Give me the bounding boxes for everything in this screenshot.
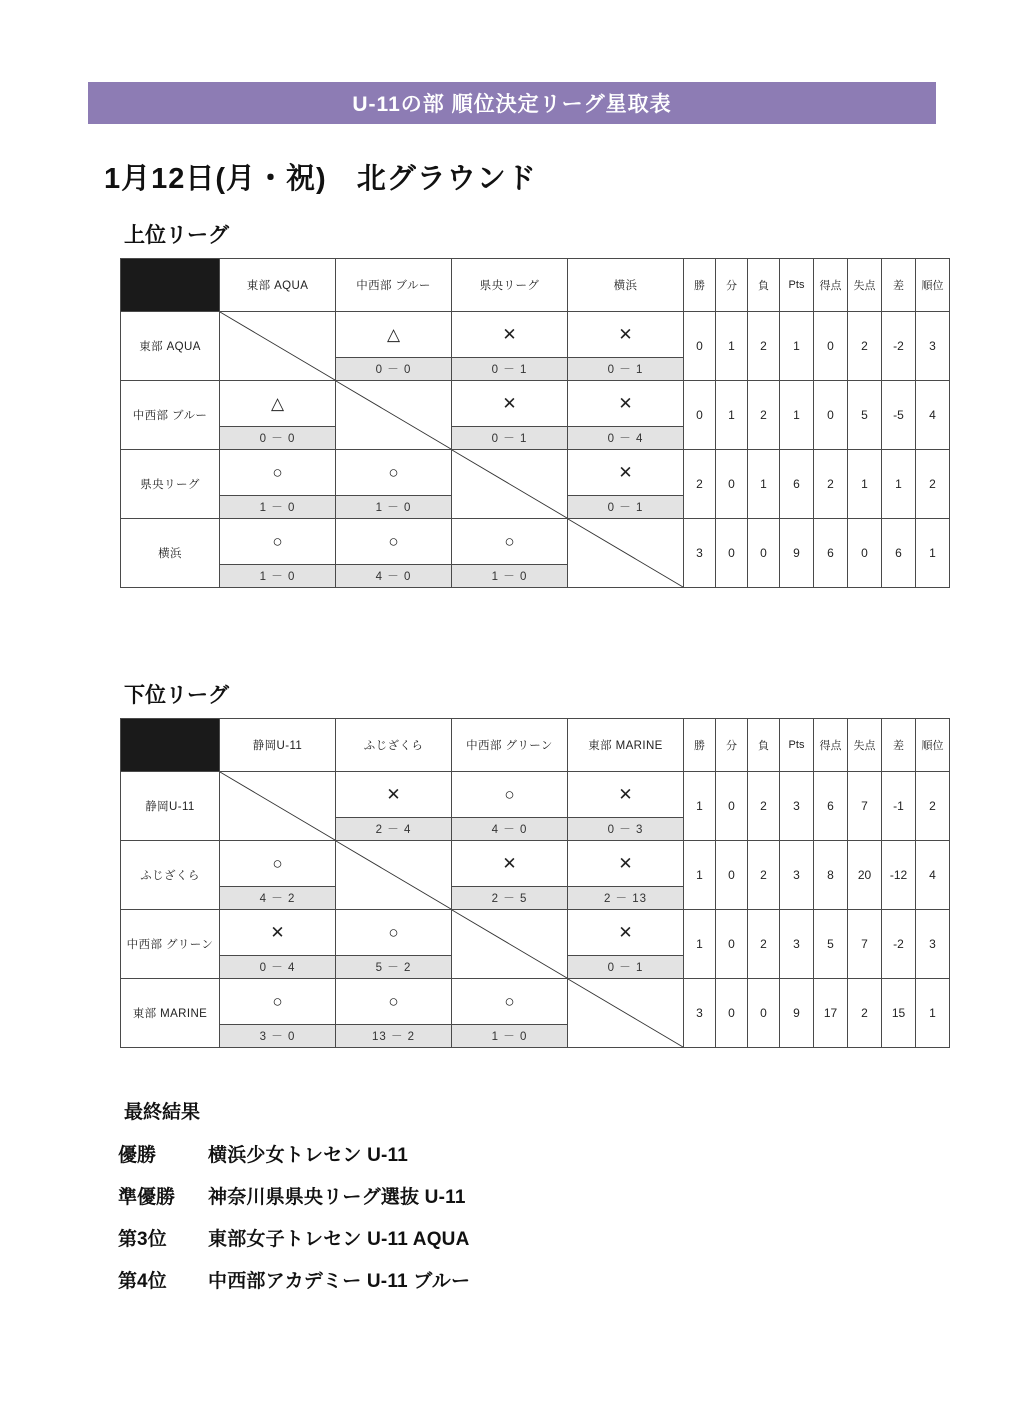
loss-cross-icon: ✕ bbox=[618, 463, 633, 482]
match-result-cell bbox=[336, 910, 452, 979]
stat-value: 1 bbox=[716, 381, 748, 450]
stat-value: 9 bbox=[780, 979, 814, 1048]
table-row bbox=[121, 772, 950, 841]
match-result-cell bbox=[220, 841, 336, 910]
stat-value: 0 bbox=[716, 841, 748, 910]
column-header-stat: 失点 bbox=[848, 259, 882, 312]
match-result-cell bbox=[220, 450, 336, 519]
result-team-name: 中西部アカデミー U-11 ブルー bbox=[208, 1271, 471, 1292]
diagonal-blank-cell bbox=[220, 312, 336, 381]
stat-value: 2 bbox=[748, 381, 780, 450]
stat-value: 0 bbox=[684, 312, 716, 381]
stat-value: 2 bbox=[814, 450, 848, 519]
match-score: 13 － 2 bbox=[336, 1024, 451, 1047]
stat-value: 6 bbox=[780, 450, 814, 519]
match-result-cell bbox=[336, 519, 452, 588]
table-row bbox=[121, 841, 950, 910]
stat-value: 2 bbox=[748, 772, 780, 841]
column-header-team: 中西部 ブルー bbox=[336, 259, 452, 312]
loss-cross-icon: ✕ bbox=[502, 854, 517, 873]
column-header-stat: 負 bbox=[748, 719, 780, 772]
result-team-name: 横浜少女トレセン U-11 bbox=[208, 1145, 409, 1166]
diagonal-blank-cell bbox=[452, 910, 568, 979]
stat-value: 1 bbox=[748, 450, 780, 519]
stat-value: 0 bbox=[748, 979, 780, 1048]
stat-value: -5 bbox=[882, 381, 916, 450]
stat-value: -2 bbox=[882, 312, 916, 381]
match-result-cell bbox=[220, 519, 336, 588]
lower-league-body bbox=[121, 719, 950, 1048]
stat-value: 0 bbox=[684, 381, 716, 450]
rank-value: 3 bbox=[916, 312, 950, 381]
upper-league-heading: 上位リーグ bbox=[124, 224, 229, 247]
loss-cross-icon: ✕ bbox=[386, 785, 401, 804]
stat-value: 2 bbox=[684, 450, 716, 519]
stat-value: 0 bbox=[716, 910, 748, 979]
match-score: 2 － 5 bbox=[452, 886, 567, 909]
result-team-name: 神奈川県県央リーグ選抜 U-11 bbox=[208, 1187, 466, 1208]
diagonal-blank-cell bbox=[336, 841, 452, 910]
stat-value: 2 bbox=[748, 312, 780, 381]
column-header-stat: Pts bbox=[780, 719, 814, 772]
stat-value: 3 bbox=[684, 519, 716, 588]
match-score: 0 － 1 bbox=[568, 495, 683, 518]
match-result-cell bbox=[220, 979, 336, 1048]
table-row bbox=[121, 450, 950, 519]
column-header-team: 静岡U-11 bbox=[220, 719, 336, 772]
table-header-row bbox=[121, 259, 950, 312]
rank-value: 1 bbox=[916, 979, 950, 1048]
match-result-cell bbox=[568, 450, 684, 519]
match-result-cell bbox=[452, 841, 568, 910]
result-row bbox=[118, 1140, 818, 1182]
match-result-cell bbox=[452, 979, 568, 1048]
match-result-cell bbox=[336, 312, 452, 381]
column-header-stat: 差 bbox=[882, 719, 916, 772]
match-result-cell bbox=[568, 312, 684, 381]
match-score: 0 － 1 bbox=[568, 357, 683, 380]
rank-value: 2 bbox=[916, 772, 950, 841]
row-header-team: ふじざくら bbox=[121, 841, 220, 910]
match-result-cell bbox=[220, 381, 336, 450]
diagonal-blank-cell bbox=[220, 772, 336, 841]
result-place-label: 優勝 bbox=[118, 1145, 157, 1166]
stat-value: 0 bbox=[716, 450, 748, 519]
column-header-team: 東部 MARINE bbox=[568, 719, 684, 772]
row-header-team: 東部 AQUA bbox=[121, 312, 220, 381]
stat-value: 1 bbox=[882, 450, 916, 519]
lower-league-heading: 下位リーグ bbox=[124, 684, 229, 707]
column-header-stat: 分 bbox=[716, 259, 748, 312]
match-score: 0 － 4 bbox=[568, 426, 683, 449]
column-header-stat: 差 bbox=[882, 259, 916, 312]
row-header-team: 中西部 ブルー bbox=[121, 381, 220, 450]
stat-value: 3 bbox=[780, 772, 814, 841]
win-circle-icon: ○ bbox=[272, 463, 283, 482]
table-corner-cell bbox=[121, 259, 220, 312]
diagonal-blank-cell bbox=[568, 979, 684, 1048]
match-result-cell bbox=[568, 772, 684, 841]
stat-value: 0 bbox=[748, 519, 780, 588]
column-header-stat: 負 bbox=[748, 259, 780, 312]
stat-value: 6 bbox=[882, 519, 916, 588]
stat-value: -12 bbox=[882, 841, 916, 910]
match-score: 1 － 0 bbox=[220, 495, 335, 518]
row-header-team: 県央リーグ bbox=[121, 450, 220, 519]
stat-value: 0 bbox=[814, 381, 848, 450]
stat-value: 15 bbox=[882, 979, 916, 1048]
win-circle-icon: ○ bbox=[272, 532, 283, 551]
match-score: 4 － 0 bbox=[452, 817, 567, 840]
page-banner bbox=[88, 82, 936, 124]
match-score: 1 － 0 bbox=[336, 495, 451, 518]
result-place-label: 第3位 bbox=[118, 1229, 167, 1250]
column-header-stat: 分 bbox=[716, 719, 748, 772]
stat-value: 0 bbox=[716, 772, 748, 841]
column-header-stat: 得点 bbox=[814, 719, 848, 772]
match-result-cell bbox=[452, 381, 568, 450]
match-score: 4 － 2 bbox=[220, 886, 335, 909]
stat-value: 3 bbox=[780, 910, 814, 979]
match-score: 0 － 0 bbox=[220, 426, 335, 449]
stat-value: 1 bbox=[684, 910, 716, 979]
lower-league-table bbox=[120, 718, 950, 1048]
result-place-label: 準優勝 bbox=[118, 1187, 176, 1208]
table-row bbox=[121, 312, 950, 381]
win-circle-icon: ○ bbox=[388, 463, 399, 482]
stat-value: 5 bbox=[814, 910, 848, 979]
loss-cross-icon: ✕ bbox=[618, 394, 633, 413]
stat-value: 17 bbox=[814, 979, 848, 1048]
stat-value: 5 bbox=[848, 381, 882, 450]
stat-value: 20 bbox=[848, 841, 882, 910]
loss-cross-icon: ✕ bbox=[618, 923, 633, 942]
match-result-cell bbox=[336, 772, 452, 841]
win-circle-icon: ○ bbox=[388, 923, 399, 942]
table-row bbox=[121, 519, 950, 588]
row-header-team: 東部 MARINE bbox=[121, 979, 220, 1048]
table-row bbox=[121, 910, 950, 979]
stat-value: 0 bbox=[716, 519, 748, 588]
result-row bbox=[118, 1182, 818, 1224]
column-header-stat: 得点 bbox=[814, 259, 848, 312]
match-score: 0 － 3 bbox=[568, 817, 683, 840]
column-header-stat: 順位 bbox=[916, 259, 950, 312]
result-team-name: 東部女子トレセン U-11 AQUA bbox=[208, 1229, 470, 1250]
match-score: 0 － 0 bbox=[336, 357, 451, 380]
rank-value: 1 bbox=[916, 519, 950, 588]
column-header-stat: Pts bbox=[780, 259, 814, 312]
win-circle-icon: ○ bbox=[504, 532, 515, 551]
rank-value: 3 bbox=[916, 910, 950, 979]
column-header-team: ふじざくら bbox=[336, 719, 452, 772]
match-score: 0 － 1 bbox=[568, 955, 683, 978]
column-header-stat: 勝 bbox=[684, 719, 716, 772]
stat-value: 2 bbox=[748, 841, 780, 910]
stat-value: 7 bbox=[848, 910, 882, 979]
match-result-cell bbox=[568, 910, 684, 979]
stat-value: 0 bbox=[716, 979, 748, 1048]
stat-value: 0 bbox=[848, 519, 882, 588]
stat-value: 1 bbox=[780, 381, 814, 450]
table-row bbox=[121, 979, 950, 1048]
stat-value: 2 bbox=[748, 910, 780, 979]
loss-cross-icon: ✕ bbox=[618, 854, 633, 873]
stat-value: 7 bbox=[848, 772, 882, 841]
loss-cross-icon: ✕ bbox=[502, 394, 517, 413]
stat-value: -2 bbox=[882, 910, 916, 979]
stat-value: 3 bbox=[684, 979, 716, 1048]
stat-value: 3 bbox=[780, 841, 814, 910]
match-result-cell bbox=[336, 450, 452, 519]
match-score: 0 － 4 bbox=[220, 955, 335, 978]
match-result-cell bbox=[568, 381, 684, 450]
stat-value: 6 bbox=[814, 519, 848, 588]
match-result-cell bbox=[568, 841, 684, 910]
result-place-label: 第4位 bbox=[118, 1271, 167, 1292]
stat-value: 9 bbox=[780, 519, 814, 588]
upper-league-table bbox=[120, 258, 950, 588]
diagonal-blank-cell bbox=[452, 450, 568, 519]
rank-value: 2 bbox=[916, 450, 950, 519]
match-score: 1 － 0 bbox=[452, 1024, 567, 1047]
rank-value: 4 bbox=[916, 381, 950, 450]
row-header-team: 静岡U-11 bbox=[121, 772, 220, 841]
table-row bbox=[121, 381, 950, 450]
stat-value: 1 bbox=[780, 312, 814, 381]
page-title: U-11の部 順位決定リーグ星取表 bbox=[352, 93, 672, 116]
column-header-team: 横浜 bbox=[568, 259, 684, 312]
win-circle-icon: ○ bbox=[272, 992, 283, 1011]
stat-value: 1 bbox=[684, 772, 716, 841]
match-result-cell bbox=[336, 979, 452, 1048]
loss-cross-icon: ✕ bbox=[618, 325, 633, 344]
draw-triangle-icon: △ bbox=[386, 325, 401, 344]
column-header-team: 中西部 グリーン bbox=[452, 719, 568, 772]
match-score: 1 － 0 bbox=[452, 564, 567, 587]
match-score: 5 － 2 bbox=[336, 955, 451, 978]
stat-value: 1 bbox=[684, 841, 716, 910]
loss-cross-icon: ✕ bbox=[270, 923, 285, 942]
match-score: 3 － 0 bbox=[220, 1024, 335, 1047]
match-score: 0 － 1 bbox=[452, 357, 567, 380]
row-header-team: 中西部 グリーン bbox=[121, 910, 220, 979]
result-row bbox=[118, 1224, 818, 1266]
match-score: 4 － 0 bbox=[336, 564, 451, 587]
win-circle-icon: ○ bbox=[504, 785, 515, 804]
match-score: 2 － 4 bbox=[336, 817, 451, 840]
match-result-cell bbox=[452, 772, 568, 841]
match-result-cell bbox=[452, 519, 568, 588]
win-circle-icon: ○ bbox=[504, 992, 515, 1011]
column-header-stat: 勝 bbox=[684, 259, 716, 312]
final-results-heading: 最終結果 bbox=[124, 1102, 201, 1123]
match-score: 0 － 1 bbox=[452, 426, 567, 449]
final-results-list bbox=[118, 1140, 818, 1308]
upper-league-body bbox=[121, 259, 950, 588]
rank-value: 4 bbox=[916, 841, 950, 910]
result-row bbox=[118, 1266, 818, 1308]
table-corner-cell bbox=[121, 719, 220, 772]
match-result-cell bbox=[220, 910, 336, 979]
diagonal-blank-cell bbox=[568, 519, 684, 588]
win-circle-icon: ○ bbox=[388, 992, 399, 1011]
stat-value: 0 bbox=[814, 312, 848, 381]
match-score: 1 － 0 bbox=[220, 564, 335, 587]
table-header-row bbox=[121, 719, 950, 772]
stat-value: 2 bbox=[848, 979, 882, 1048]
column-header-stat: 順位 bbox=[916, 719, 950, 772]
win-circle-icon: ○ bbox=[272, 854, 283, 873]
stat-value: 1 bbox=[848, 450, 882, 519]
column-header-team: 県央リーグ bbox=[452, 259, 568, 312]
loss-cross-icon: ✕ bbox=[502, 325, 517, 344]
column-header-stat: 失点 bbox=[848, 719, 882, 772]
win-circle-icon: ○ bbox=[388, 532, 399, 551]
date-venue-line: 1月12日(月・祝) 北グラウンド bbox=[104, 163, 537, 195]
stat-value: 1 bbox=[716, 312, 748, 381]
stat-value: 8 bbox=[814, 841, 848, 910]
row-header-team: 横浜 bbox=[121, 519, 220, 588]
loss-cross-icon: ✕ bbox=[618, 785, 633, 804]
stat-value: -1 bbox=[882, 772, 916, 841]
draw-triangle-icon: △ bbox=[270, 394, 285, 413]
match-result-cell bbox=[452, 312, 568, 381]
stat-value: 2 bbox=[848, 312, 882, 381]
column-header-team: 東部 AQUA bbox=[220, 259, 336, 312]
diagonal-blank-cell bbox=[336, 381, 452, 450]
match-score: 2 － 13 bbox=[568, 886, 683, 909]
stat-value: 6 bbox=[814, 772, 848, 841]
